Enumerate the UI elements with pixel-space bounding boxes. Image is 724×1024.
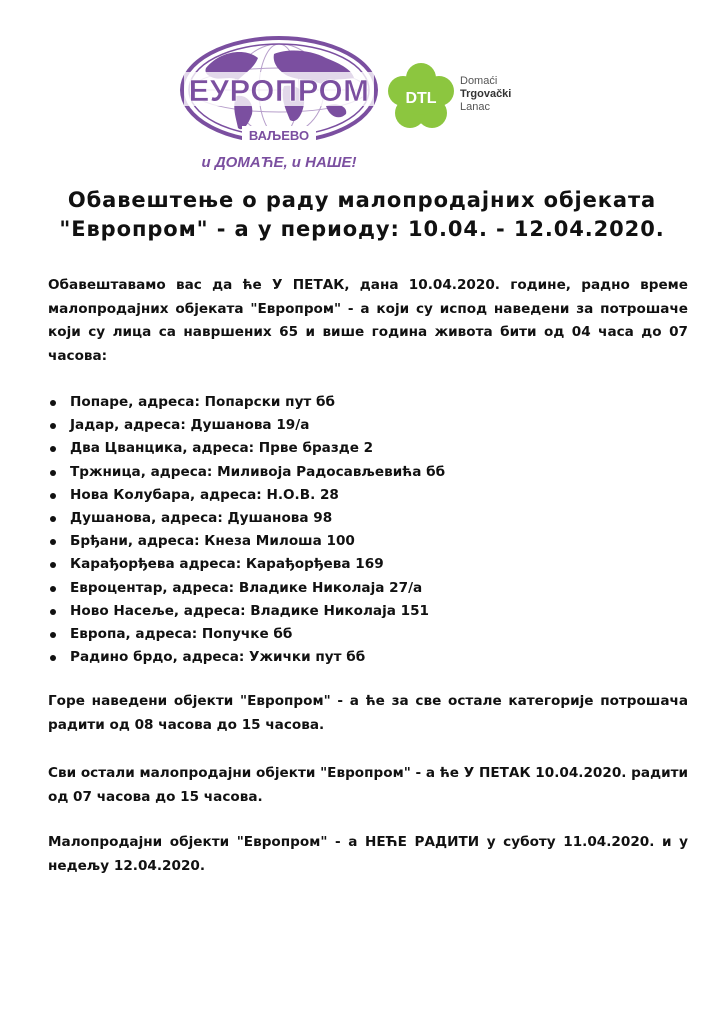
list-item [48,577,688,600]
list-item [48,530,688,553]
store-entry: Тржница, адреса: Миливоја Радосављевића бб [70,463,446,480]
list-item [48,623,688,646]
bullet-icon [50,423,56,429]
dtl-logo [386,62,536,132]
europrom-wordmark: ЕУРОПРОМ [188,73,370,108]
list-item [48,391,688,414]
dtl-flower-icon [386,62,456,132]
store-entry: Карађорђева адреса: Карађорђева 169 [70,556,384,573]
list-item [48,414,688,437]
bullet-icon [50,516,56,522]
list-item [48,484,688,507]
closed-days-paragraph: Малопродајни објекти "Европром" - а НЕЋЕ РАДИТИ у суботу 11.04.2020. и у недељу 12.04.2020. [48,834,688,874]
europrom-city: ВАЉЕВО [248,128,310,143]
bullet-icon [50,400,56,406]
bullet-icon [50,470,56,476]
list-item [48,507,688,530]
list-item [48,600,688,623]
europrom-slogan: и ДОМАЋЕ, и НАШЕ! [201,154,357,171]
bullet-icon [50,539,56,545]
bullet-icon [50,493,56,499]
store-entry: Радино брдо, адреса: Ужички пут бб [70,649,366,666]
dtl-line1: Domaći [460,75,498,87]
bullet-icon [50,655,56,661]
store-entry: Ново Насеље, адреса: Владике Николаја 151 [70,602,430,619]
notice-title [20,186,704,244]
intro-paragraph: Обавештавамо вас да ће У ПЕТАК, дана 10.04.2020. године, радно време малопродајних објеката "Европром" - а који су испод наведени за потрошаче који су лица са навршених 65 и више година живота бити од 04 часа до 07 часова: [48,277,688,364]
other-categories-paragraph: Горе наведени објекти "Европром" - а ће за све остале категорије потрошача радити од 08 часова до 15 часова. [48,693,688,733]
dtl-line2: Trgovački [460,88,512,100]
list-item [48,646,688,669]
bullet-icon [50,562,56,568]
bullet-icon [50,446,56,452]
list-item [48,461,688,484]
bullet-icon [50,609,56,615]
store-entry: Два Цванцика, адреса: Прве бразде 2 [70,440,374,457]
other-stores-paragraph: Сви остали малопродајни објекти "Европром" - а ће У ПЕТАК 10.04.2020. радити од 07 часова до 15 часова. [48,765,688,805]
header [0,22,724,171]
notice-title-line1: Обавештење о раду малопродајних објеката [67,188,657,212]
list-item [48,553,688,576]
store-list [48,391,688,669]
bullet-icon [50,586,56,592]
dtl-tagline [460,75,511,114]
dtl-line3: Lanac [460,101,490,113]
store-entry: Попаре, адреса: Попарски пут бб [70,394,336,410]
store-entry: Евроцентар, адреса: Владике Николаја 27/а [70,579,423,596]
store-entry: Нова Колубара, адреса: Н.О.В. 28 [70,486,339,503]
store-entry: Брђани, адреса: Кнеза Милоша 100 [70,533,355,550]
store-entry: Европа, адреса: Попучке бб [70,626,293,643]
store-entry: Душанова, адреса: Душанова 98 [70,510,333,527]
europrom-logo [176,28,382,178]
list-item [48,437,688,460]
bullet-icon [50,632,56,638]
notice-title-line2: "Европром" - а у периоду: 10.04. - 12.04.2020. [59,217,665,241]
store-entry: Јадар, адреса: Душанова 19/а [70,417,310,434]
svg-text:DTL: DTL [405,90,437,107]
